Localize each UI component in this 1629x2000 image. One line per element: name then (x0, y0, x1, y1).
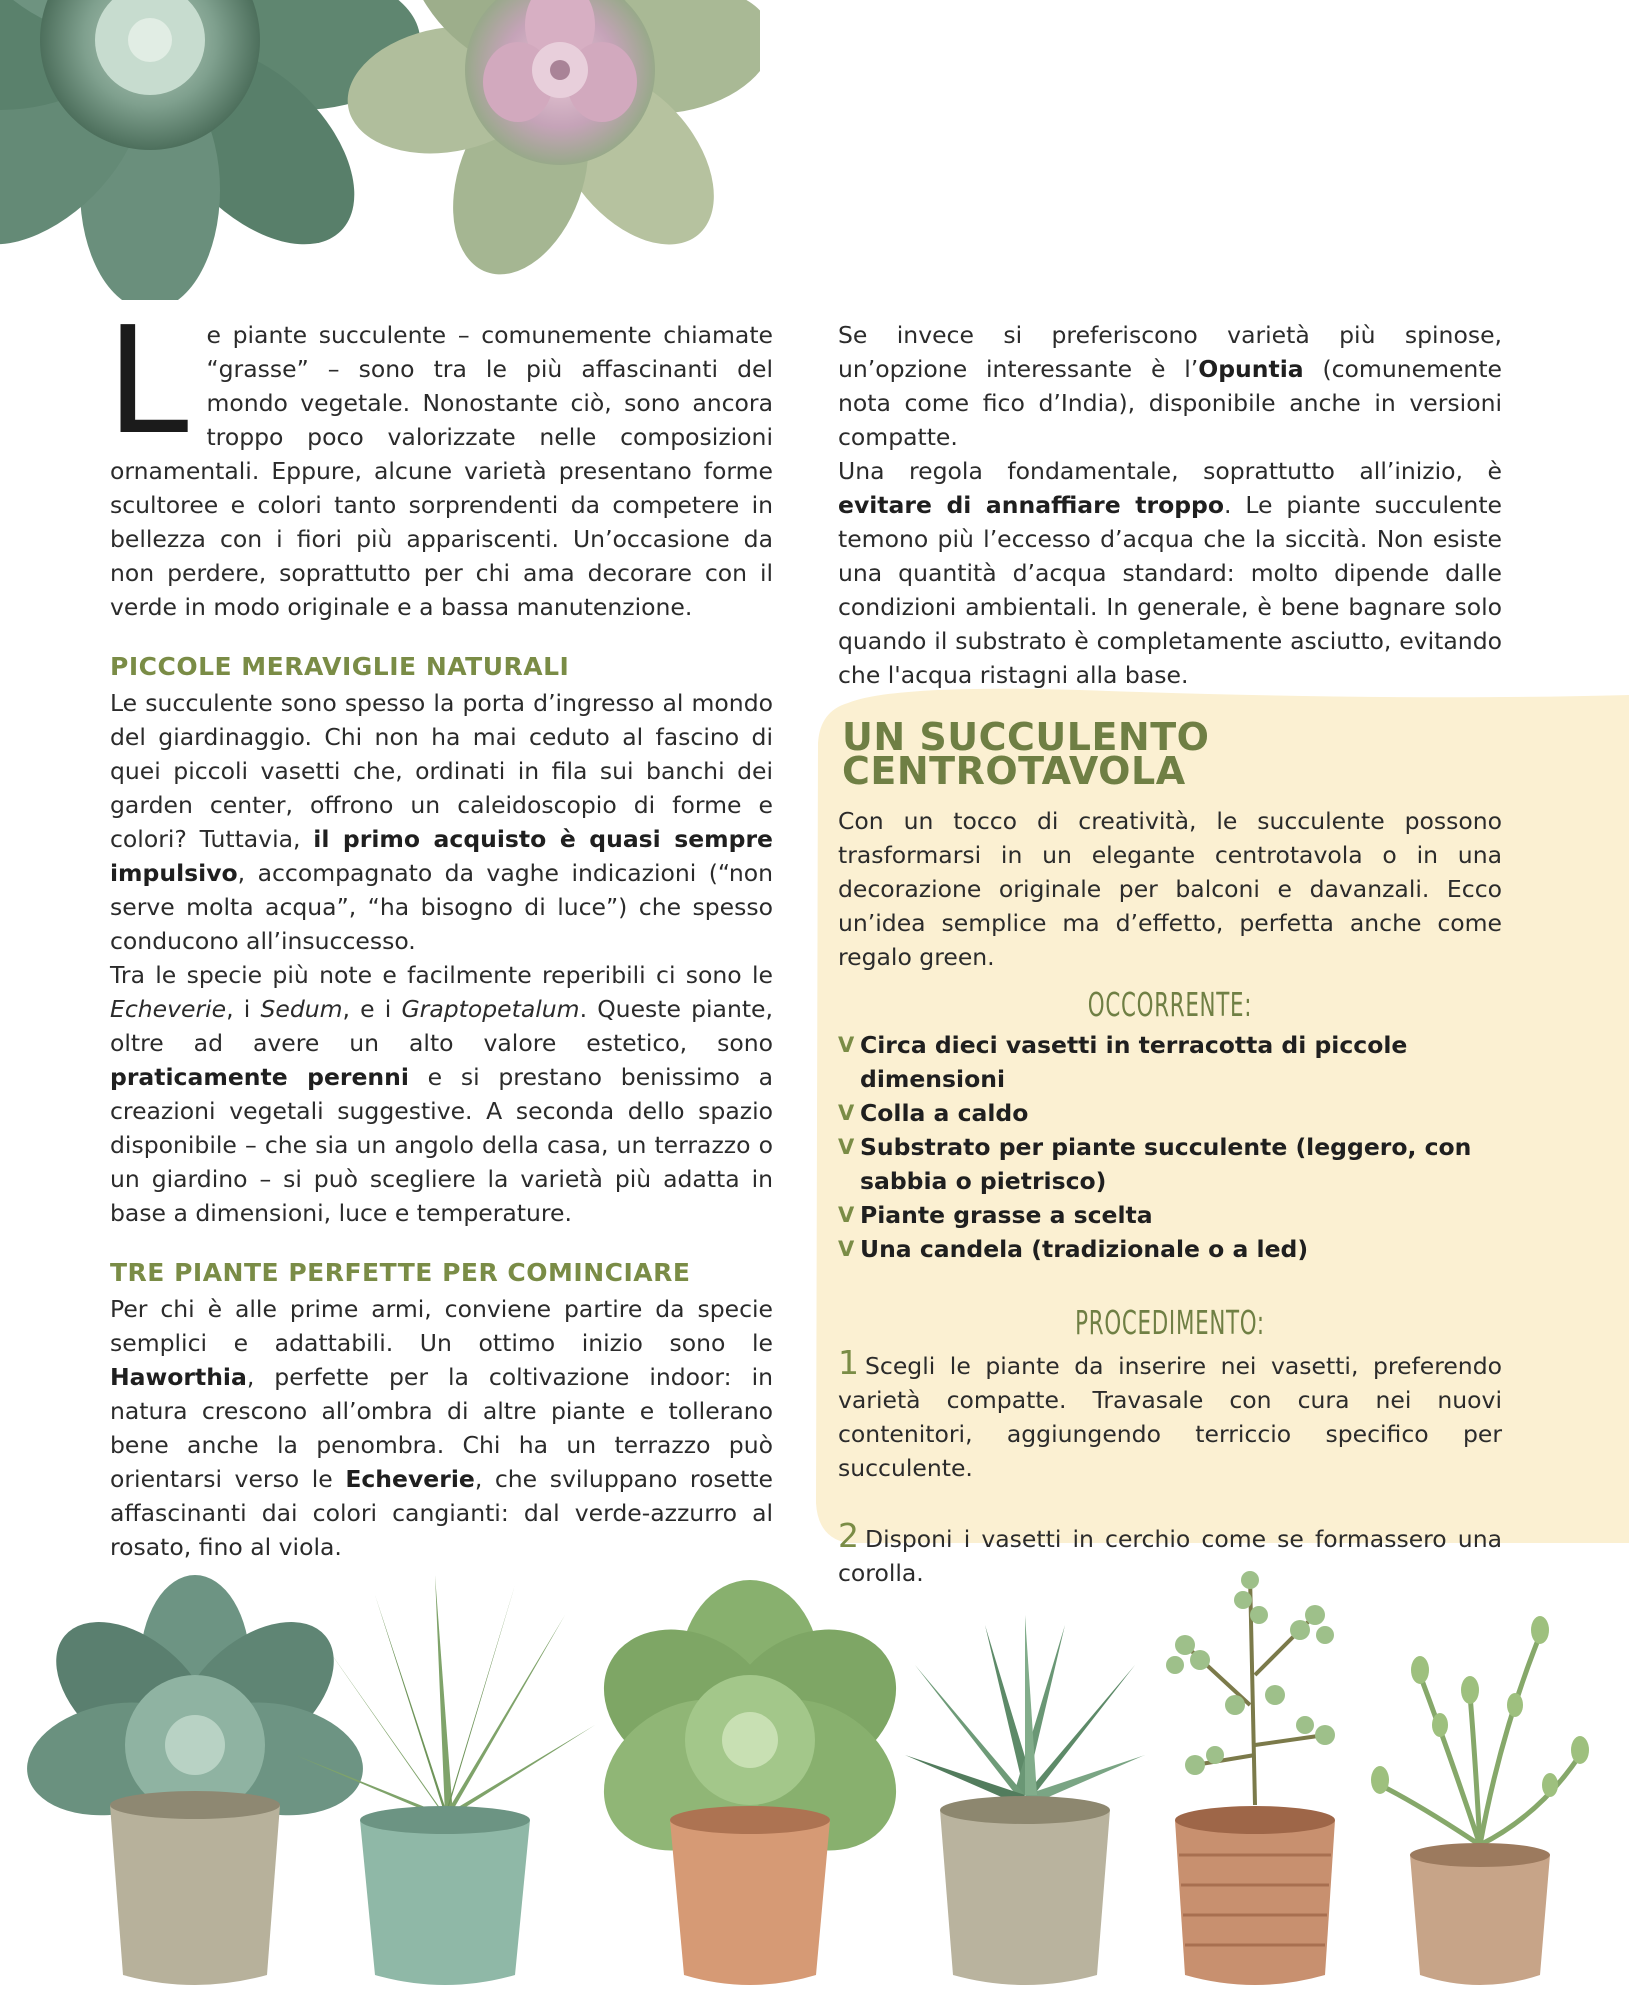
list-item: V Una candela (tradizionale o a led) (838, 1232, 1502, 1266)
pot-agave-icon (905, 1615, 1145, 1985)
drop-cap: L (106, 295, 189, 467)
step-1: 1 Scegli le piante da inserire nei vasetti, preferendo varietà compatte. Travasale con cura nei nuovi contenitori, aggiungendo terriccio specifico per succulente. (838, 1343, 1502, 1482)
list-item: V Substrato per piante succulente (leggero, con sabbia o pietrisco) (838, 1130, 1502, 1198)
list-item: V Piante grasse a scelta (838, 1198, 1502, 1232)
potted-succulents-illustration (0, 1555, 1629, 2000)
step-2: 2 Disponi i vasetti in cerchio come se formassero una corolla. (838, 1516, 1502, 1587)
centerpiece-box (838, 715, 1502, 1624)
green-rosette-icon (0, 0, 420, 300)
section1-paragraph-2: Tra le specie più note e facilmente reperibili ci sono le Echeverie, i Sedum, e i Graptopetalum. Queste piante, oltre ad avere un alto valore estetico, sono praticamente perenni e si prestano benissimo a creazioni vegetali suggestive. A seconda dello spazio disponibile – che sia un angolo della casa, un terrazzo o un giardino – si può scegliere la varietà più adatta in base a dimensioni, luce e temperature. (110, 961, 773, 1227)
box-title: UN SUCCULENTO CENTROTAVOLA (842, 715, 1210, 793)
check-icon: V (838, 1135, 855, 1159)
needs-list (838, 1028, 1502, 1266)
left-column (106, 295, 774, 1564)
right-paragraph-1: Se invece si preferiscono varietà più spinose, un’opzione interessante è l’Opuntia (comunemente nota come fico d’India), disponibile anche in versioni compatte. (838, 321, 1502, 451)
list-item: V Colla a caldo (838, 1096, 1502, 1130)
section2-paragraph: Per chi è alle prime armi, conviene partire da specie semplici e adattabili. Un ottimo inizio sono le Haworthia, perfette per la coltivazione indoor: in natura crescono all’ombra di altre piante e tollerano bene anche la penombra. Chi ha un terrazzo può orientarsi verso le Echeverie, che sviluppano rosette affascinanti dai colori cangianti: dal verde-azzurro al rosato, fino al viola. (110, 1295, 774, 1561)
pink-rosette-icon (338, 0, 760, 293)
needs-heading: OCCORRENTE: (1087, 985, 1253, 1024)
check-icon: V (838, 1101, 855, 1125)
check-icon: V (838, 1033, 855, 1057)
pot-rosette-icon (18, 1575, 372, 1985)
box-intro: Con un tocco di creatività, le succulente possono trasformarsi in un elegante centrotavola o in una decorazione originale per balconi e davanzali. Ecco un’idea semplice ma d’effetto, perfetta anche come regalo green. (838, 807, 1502, 971)
pot-string-plant-icon (1371, 1616, 1589, 1985)
pot-sedum-icon (1166, 1571, 1335, 1985)
section-heading-piccole-meraviglie: PICCOLE MERAVIGLIE NATURALI (110, 652, 570, 681)
intro-paragraph: Le piante succulente – comunemente chiamate “grasse” – sono tra le più affascinanti del mondo vegetale. Nonostante ciò, sono ancora troppo poco valorizzate nelle composizioni ornamentali. Eppure, alcune varietà presentano forme scultoree e colori tanto sorprendenti da competere in bellezza con i fiori più appariscenti. Un’occasione da non perdere, soprattutto per chi ama decorare con il verde in modo originale e a bassa manutenzione. (106, 295, 773, 621)
check-icon: V (838, 1203, 855, 1227)
steps-heading: PROCEDIMENTO: (1075, 1303, 1265, 1342)
section1-paragraph-1: Le succulente sono spesso la porta d’ingresso al mondo del giardinaggio. Chi non ha mai ceduto al fascino di quei piccoli vasetti che, ordinati in fila sui banchi dei garden center, offrono un caleidoscopio di forme e colori? Tuttavia, il primo acquisto è quasi sempre impulsivo, accompagnato da vaghe indicazioni (“non serve molta acqua”, “ha bisogno di luce”) che spesso conducono all’insuccesso. (110, 689, 773, 955)
check-icon: V (838, 1237, 855, 1261)
section-heading-tre-piante: TRE PIANTE PERFETTE PER COMINCIARE (110, 1258, 691, 1287)
pot-echeveria-icon (576, 1580, 923, 1985)
right-column (838, 318, 1502, 692)
right-paragraph-2: Una regola fondamentale, soprattutto all’inizio, è evitare di annaffiare troppo. Le piante succulente temono più l’eccesso d’acqua che la siccità. Non esiste una quantità d’acqua standard: molto dipende dalle condizioni ambientali. In generale, è bene bagnare solo quando il substrato è completamente asciutto, evitando che l'acqua ristagni alla base. (838, 457, 1502, 689)
list-item: V Circa dieci vasetti in terracotta di piccole dimensioni (838, 1028, 1502, 1096)
top-succulents-illustration (0, 0, 760, 300)
